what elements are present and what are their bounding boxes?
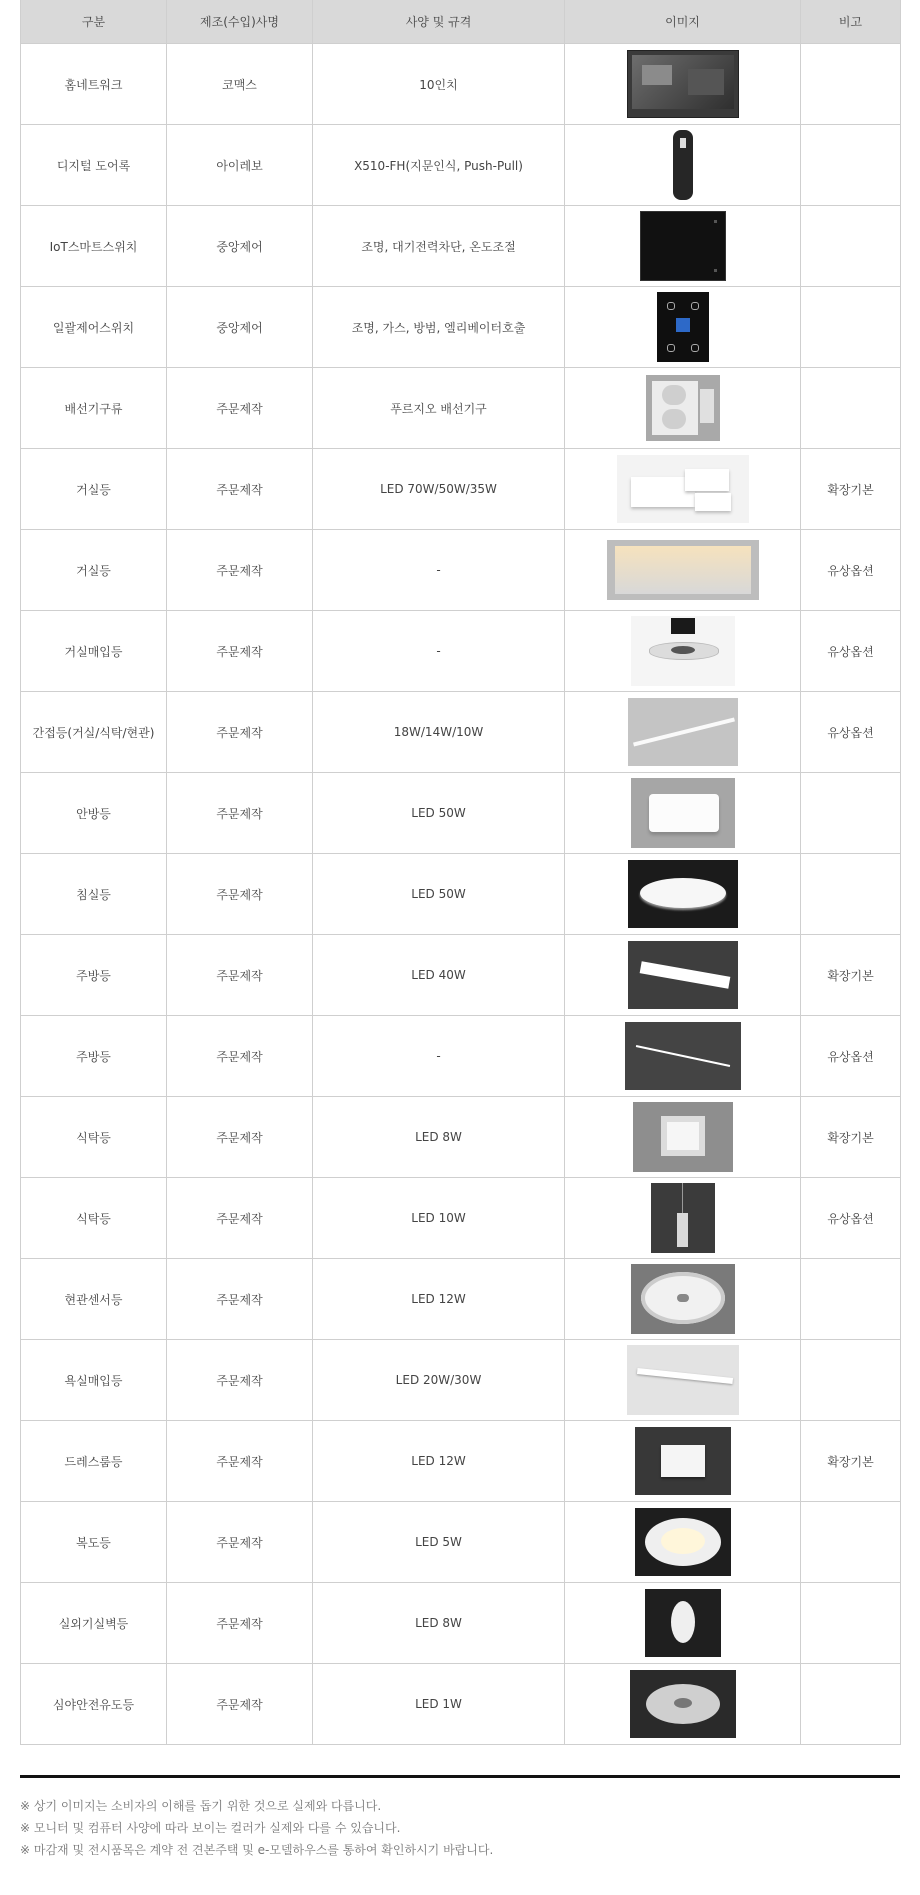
wall-light-icon <box>645 1616 721 1630</box>
disclaimer-note: ※ 모니터 및 컴퓨터 사양에 따라 보이는 컬러가 실제와 다를 수 있습니다. <box>20 1821 401 1835</box>
linear-light-icon <box>625 1049 741 1063</box>
row-note: 유상옵션 <box>801 692 901 773</box>
row-image <box>565 854 801 935</box>
row-maker: 주문제작 <box>167 692 313 773</box>
row-spec: - <box>313 611 565 692</box>
door-lock-icon <box>673 158 693 172</box>
table-row <box>21 206 901 287</box>
row-image <box>565 368 801 449</box>
row-maker: 중앙제어 <box>167 287 313 368</box>
spec-table-wrapper <box>20 0 900 1745</box>
row-category: 주방등 <box>21 1016 167 1097</box>
round-ceiling-light-icon <box>628 887 738 901</box>
row-category: 실외기실벽등 <box>21 1583 167 1664</box>
wall-pad-icon <box>627 77 739 91</box>
row-category: 안방등 <box>21 773 167 854</box>
row-image <box>565 1097 801 1178</box>
row-maker: 주문제작 <box>167 449 313 530</box>
led-bar-light-icon <box>628 725 738 739</box>
table-row <box>21 854 901 935</box>
table-header-row <box>21 0 901 44</box>
table-row <box>21 1421 901 1502</box>
row-category: 간접등(거실/식탁/현관) <box>21 692 167 773</box>
row-note <box>801 1583 901 1664</box>
row-category: 침실등 <box>21 854 167 935</box>
table-row <box>21 530 901 611</box>
living-room-light-icon <box>617 482 749 496</box>
row-maker: 주문제작 <box>167 773 313 854</box>
row-note: 확장기본 <box>801 1097 901 1178</box>
row-spec: 푸르지오 배선기구 <box>313 368 565 449</box>
row-image <box>565 1016 801 1097</box>
master-switch-icon <box>657 320 709 334</box>
row-image <box>565 1421 801 1502</box>
row-note <box>801 125 901 206</box>
table-row <box>21 125 901 206</box>
row-image <box>565 1583 801 1664</box>
row-category: 디지털 도어록 <box>21 125 167 206</box>
table-row <box>21 287 901 368</box>
row-category: 주방등 <box>21 935 167 1016</box>
row-note <box>801 1502 901 1583</box>
row-image <box>565 44 801 125</box>
row-maker: 코맥스 <box>167 44 313 125</box>
row-spec: 10인치 <box>313 44 565 125</box>
row-category: IoT스마트스위치 <box>21 206 167 287</box>
row-image <box>565 125 801 206</box>
row-category: 식탁등 <box>21 1178 167 1259</box>
table-row <box>21 773 901 854</box>
spec-table <box>20 0 901 1745</box>
row-image <box>565 692 801 773</box>
row-note: 확장기본 <box>801 449 901 530</box>
row-maker: 주문제작 <box>167 1583 313 1664</box>
table-row <box>21 1502 901 1583</box>
table-row <box>21 1178 901 1259</box>
row-spec: LED 5W <box>313 1502 565 1583</box>
row-note: 유상옵션 <box>801 611 901 692</box>
row-note: 유상옵션 <box>801 1178 901 1259</box>
table-row <box>21 1097 901 1178</box>
row-image <box>565 206 801 287</box>
row-category: 드레스룸등 <box>21 1421 167 1502</box>
header-category: 구분 <box>21 0 167 44</box>
row-category: 일괄제어스위치 <box>21 287 167 368</box>
row-category: 거실등 <box>21 449 167 530</box>
row-maker: 주문제작 <box>167 1016 313 1097</box>
row-category: 식탁등 <box>21 1097 167 1178</box>
table-row <box>21 1583 901 1664</box>
row-image <box>565 1502 801 1583</box>
row-spec: - <box>313 1016 565 1097</box>
square-recessed-light-icon <box>633 1130 733 1144</box>
row-note <box>801 854 901 935</box>
sensor-light-icon <box>631 1292 735 1306</box>
row-spec: X510-FH(지문인식, Push-Pull) <box>313 125 565 206</box>
row-note <box>801 206 901 287</box>
row-maker: 아이레보 <box>167 125 313 206</box>
row-note: 유상옵션 <box>801 530 901 611</box>
row-note <box>801 287 901 368</box>
row-category: 홈네트워크 <box>21 44 167 125</box>
row-maker: 주문제작 <box>167 368 313 449</box>
row-image <box>565 1340 801 1421</box>
row-image <box>565 1178 801 1259</box>
header-note: 비고 <box>801 0 901 44</box>
disclaimer-note: ※ 마감재 및 전시품목은 계약 전 견본주택 및 e-모델하우스를 통하여 확인하시기 바랍니다. <box>20 1843 494 1857</box>
row-category: 거실등 <box>21 530 167 611</box>
row-note: 확장기본 <box>801 935 901 1016</box>
row-maker: 주문제작 <box>167 1421 313 1502</box>
row-image <box>565 1259 801 1340</box>
table-row <box>21 449 901 530</box>
row-spec: LED 8W <box>313 1583 565 1664</box>
row-spec: 조명, 가스, 방범, 엘리베이터호출 <box>313 287 565 368</box>
hallway-downlight-icon <box>635 1535 731 1549</box>
row-spec: 조명, 대기전력차단, 온도조절 <box>313 206 565 287</box>
table-row <box>21 44 901 125</box>
row-spec: LED 12W <box>313 1421 565 1502</box>
row-spec: LED 20W/30W <box>313 1340 565 1421</box>
row-image <box>565 935 801 1016</box>
row-note <box>801 1664 901 1745</box>
row-note <box>801 1340 901 1421</box>
row-category: 배선기구류 <box>21 368 167 449</box>
row-spec: LED 8W <box>313 1097 565 1178</box>
row-image <box>565 287 801 368</box>
spec-table-body <box>21 44 901 1745</box>
table-row <box>21 1340 901 1421</box>
footer-divider <box>20 1775 900 1778</box>
row-spec: LED 40W <box>313 935 565 1016</box>
row-spec: LED 12W <box>313 1259 565 1340</box>
row-image <box>565 449 801 530</box>
row-maker: 주문제작 <box>167 611 313 692</box>
panel-light-icon <box>628 968 738 982</box>
row-category: 거실매입등 <box>21 611 167 692</box>
bathroom-light-icon <box>627 1373 739 1387</box>
header-image: 이미지 <box>565 0 801 44</box>
row-spec: LED 10W <box>313 1178 565 1259</box>
row-maker: 중앙제어 <box>167 206 313 287</box>
row-category: 욕실매입등 <box>21 1340 167 1421</box>
row-category: 심야안전유도등 <box>21 1664 167 1745</box>
row-image <box>565 773 801 854</box>
row-spec: LED 70W/50W/35W <box>313 449 565 530</box>
table-row <box>21 611 901 692</box>
row-note <box>801 368 901 449</box>
row-spec: LED 50W <box>313 773 565 854</box>
table-row <box>21 1259 901 1340</box>
row-image <box>565 530 801 611</box>
dressroom-light-icon <box>635 1454 731 1468</box>
night-guide-light-icon <box>630 1697 736 1711</box>
disclaimer-note: ※ 상기 이미지는 소비자의 이해를 돕기 위한 것으로 실제와 다릅니다. <box>20 1799 382 1813</box>
row-maker: 주문제작 <box>167 1178 313 1259</box>
row-note: 유상옵션 <box>801 1016 901 1097</box>
row-note <box>801 773 901 854</box>
indirect-ceiling-light-icon <box>607 563 759 577</box>
row-category: 복도등 <box>21 1502 167 1583</box>
table-row <box>21 1664 901 1745</box>
smart-switch-icon <box>640 239 726 253</box>
row-note <box>801 44 901 125</box>
square-ceiling-light-icon <box>631 806 735 820</box>
table-row <box>21 1016 901 1097</box>
row-image <box>565 1664 801 1745</box>
row-image <box>565 611 801 692</box>
row-spec: LED 1W <box>313 1664 565 1745</box>
table-row <box>21 368 901 449</box>
row-note <box>801 1259 901 1340</box>
row-maker: 주문제작 <box>167 1097 313 1178</box>
outlet-icon <box>646 401 720 415</box>
header-spec: 사양 및 규격 <box>313 0 565 44</box>
row-spec: 18W/14W/10W <box>313 692 565 773</box>
table-row <box>21 935 901 1016</box>
table-row <box>21 692 901 773</box>
row-maker: 주문제작 <box>167 530 313 611</box>
row-maker: 주문제작 <box>167 1664 313 1745</box>
row-maker: 주문제작 <box>167 1259 313 1340</box>
downlight-icon <box>631 644 735 658</box>
row-spec: LED 50W <box>313 854 565 935</box>
row-note: 확장기본 <box>801 1421 901 1502</box>
row-maker: 주문제작 <box>167 935 313 1016</box>
header-maker: 제조(수입)사명 <box>167 0 313 44</box>
row-spec: - <box>313 530 565 611</box>
row-maker: 주문제작 <box>167 1340 313 1421</box>
row-maker: 주문제작 <box>167 854 313 935</box>
row-category: 현관센서등 <box>21 1259 167 1340</box>
row-maker: 주문제작 <box>167 1502 313 1583</box>
disclaimer-notes <box>20 1795 900 1861</box>
pendant-light-icon <box>651 1211 715 1225</box>
